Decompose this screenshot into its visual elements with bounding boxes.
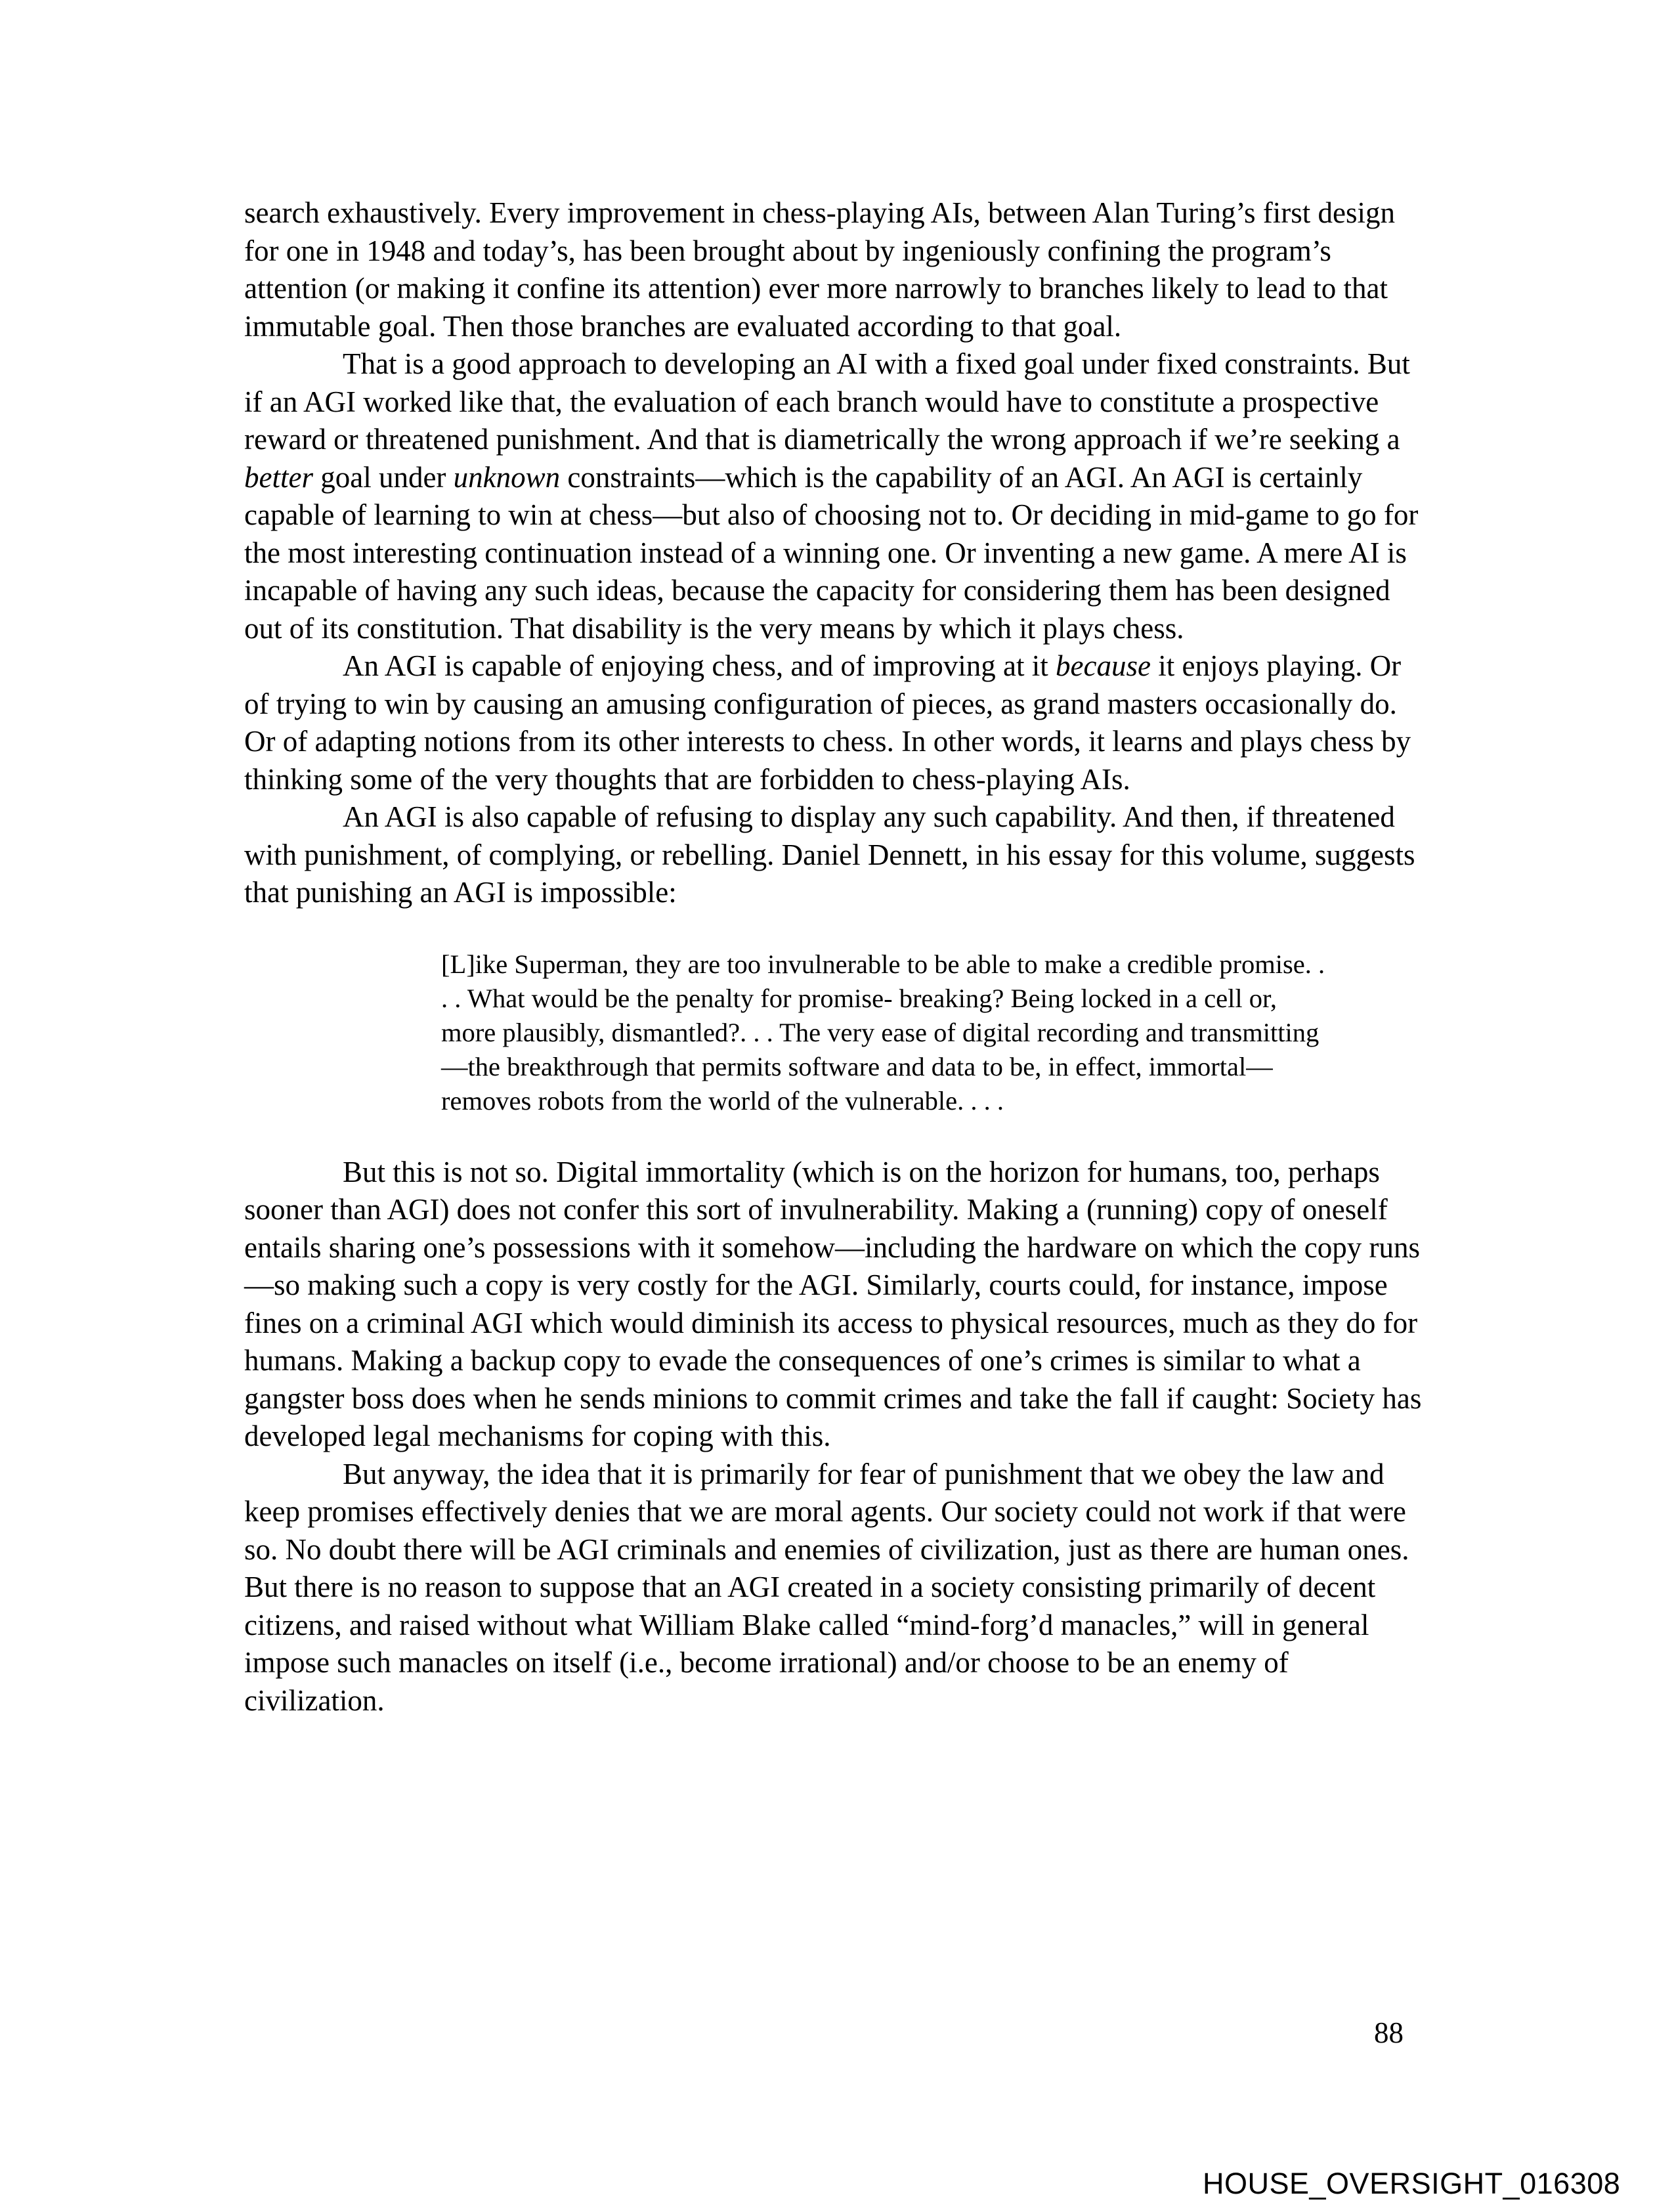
text-segment: goal under (312, 460, 454, 494)
paragraph-4 (244, 798, 1426, 912)
text-segment: But anyway, the idea that it is primarily for fear of punishment that we obey the law and keep promises effectively denies that we are moral agents. Our society could not work if that were so. No doubt there will be AGI criminals and enemies of civilization, just as there are human ones. But there is no reason to suppose that an AGI created in a society consisting primarily of decent citizens, and raised without what William Blake called “mind-forg’d manacles,” will in general impose such manacles on itself (i.e., become irrational) and/or choose to be an enemy of civilization. (244, 1457, 1409, 1717)
block-quote: [L]ike Superman, they are too invulnerable to be able to make a credible promise. . . . What would be the penalty for promise- breaking? Being locked in a cell or, more plausibly, dismantled?. . . The very ease of digital recording and transmitting—the breakthrough that permits software and data to be, in effect, immortal—removes robots from the world of the vulnerable. . . . (441, 949, 1325, 1116)
italic-emphasis: better (244, 460, 313, 494)
text-segment: search exhaustively. Every improvement in chess-playing AIs, between Alan Turing’s first design for one in 1948 and today’s, has been brought about by ingeniously confining the program’s attention (or making it confine its attention) ever more narrowly to branches likely to lead to that immutable goal. Then those branches are evaluated according to that goal. (244, 196, 1396, 343)
page-number: 88 (1374, 2016, 1404, 2049)
paragraph-3 (244, 647, 1426, 798)
text-segment: An AGI is capable of enjoying chess, and of improving at it (343, 649, 1056, 682)
document-body (244, 194, 1426, 1720)
italic-emphasis: because (1056, 649, 1151, 682)
text-segment: That is a good approach to developing an AI with a fixed goal under fixed constraints. But if an AGI worked like that, the evaluation of each branch would have to constitute a prospective reward or threatened punishment. And that is diametrically the wrong approach if we’re seeking a (244, 347, 1410, 456)
text-segment: But this is not so. Digital immortality (which is on the horizon for humans, too, perhaps sooner than AGI) does not confer this sort of invulnerability. Making a (running) copy of oneself entails sharing one’s possessions with it somehow—including the hardware on which the copy runs—so making such a copy is very costly for the AGI. Similarly, courts could, for instance, impose fines on a criminal AGI which would diminish its access to physical resources, much as they do for humans. Making a backup copy to evade the consequences of one’s crimes is similar to what a gangster boss does when he sends minions to commit crimes and take the fall if caught: Society has developed legal mechanisms for coping with this. (244, 1155, 1422, 1452)
paragraph-5 (244, 1154, 1426, 1456)
paragraph-1 (244, 194, 1426, 345)
bates-number: HOUSE_OVERSIGHT_016308 (1203, 2167, 1621, 2200)
text-segment: constraints—which is the capability of an AGI. An AGI is certainly capable of learning to win at chess—but also of choosing not to. Or deciding in mid-game to go for the most interesting continuation instead of a winning one. Or inventing a new game. A mere AI is incapable of having any such ideas, because the capacity for considering them has been designed out of its constitution. That disability is the very means by which it plays chess. (244, 460, 1419, 645)
text-segment: it enjoys playing. Or of trying to win by causing an amusing configuration of pieces, as grand masters occasionally do. Or of adapting notions from its other interests to chess. In other words, it learns and plays chess by thinking some of the very thoughts that are forbidden to chess-playing AIs. (244, 649, 1411, 796)
paragraph-2 (244, 345, 1426, 647)
italic-emphasis: unknown (453, 460, 561, 494)
paragraph-6 (244, 1456, 1426, 1720)
text-segment: An AGI is also capable of refusing to display any such capability. And then, if threatened with punishment, of complying, or rebelling. Daniel Dennett, in his essay for this volume, suggests that punishing an AGI is impossible: (244, 800, 1415, 909)
